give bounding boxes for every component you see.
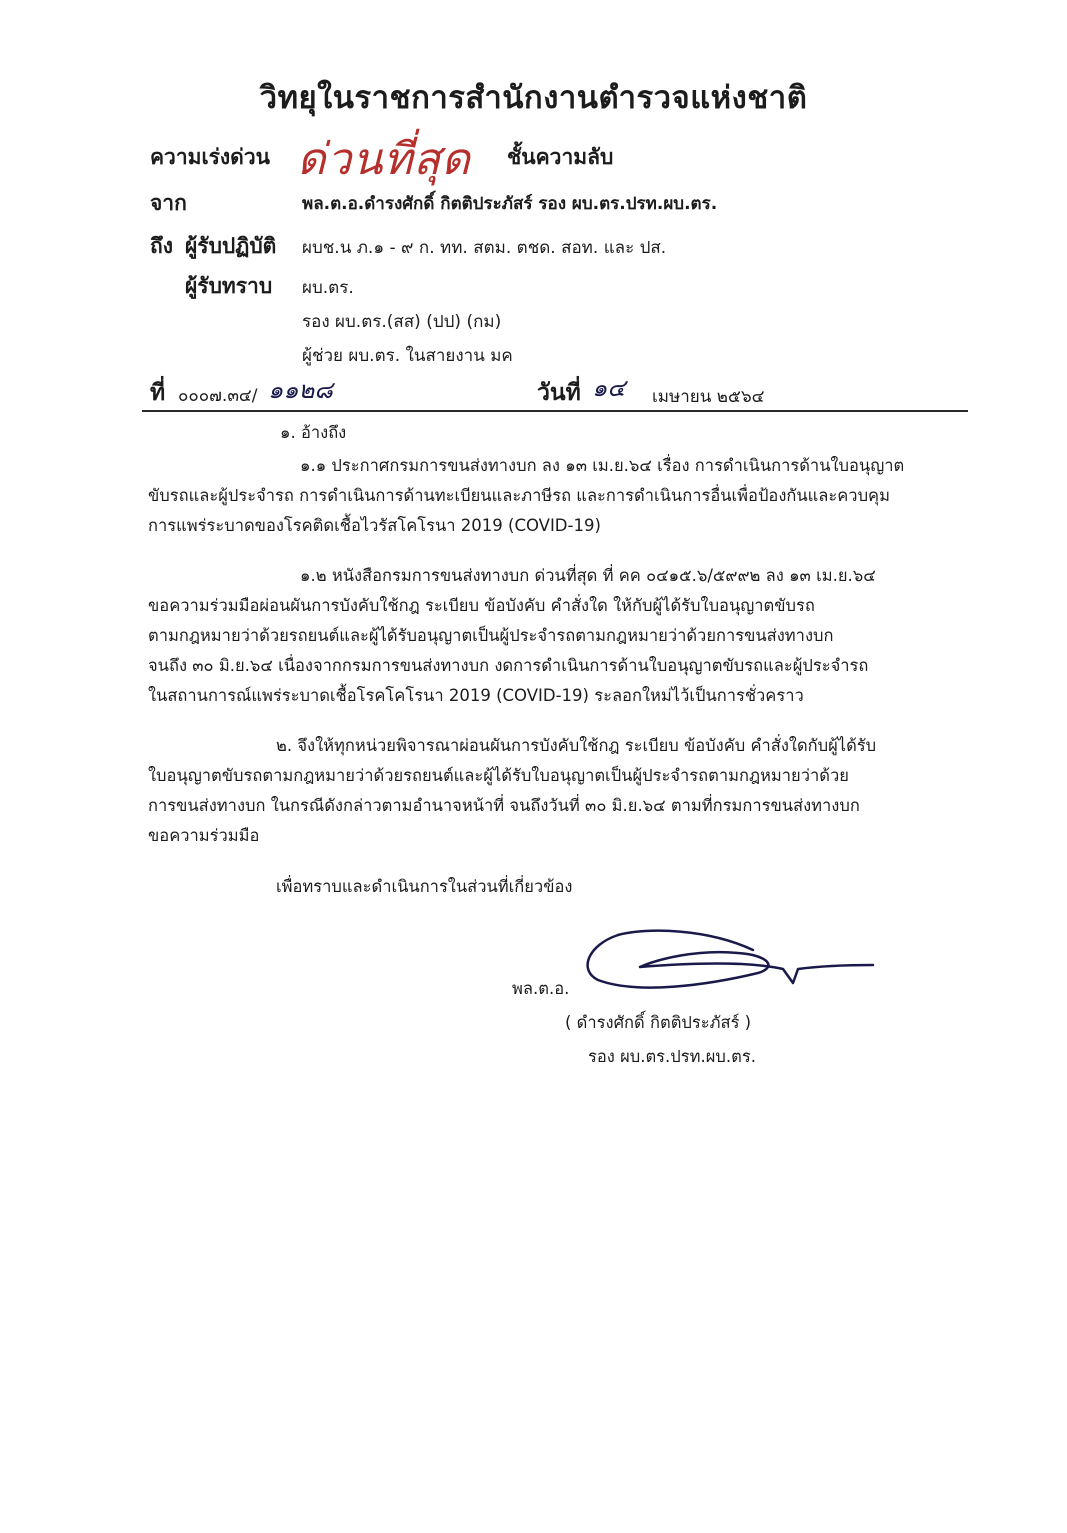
paragraph-line: ๑.๑ ประกาศกรมการขนส่งทางบก ลง ๑๓ เม.ย.๖๔ เรื่อง การดำเนินการด้านใบอนุญาต [300,456,905,475]
from-value: พล.ต.อ.ดำรงศักดิ์ กิตติประภัสร์ รอง ผบ.ตร.ปรท.ผบ.ตร. [302,194,718,214]
ref-handwritten: ๑๑๒๘ [268,376,333,404]
handwritten-signature [578,925,878,1005]
to-info-line: รอง ผบ.ตร.(สส) (ปป) (กม) [302,312,502,332]
document-title: วิทยุในราชการสำนักงานตำรวจแห่งชาติ [259,80,808,116]
to-action-label: ผู้รับปฏิบัติ [185,234,277,258]
urgency-label: ความเร่งด่วน [150,145,270,169]
paragraph-line: ขับรถและผู้ประจำรถ การดำเนินการด้านทะเบียนและภาษีรถ และการดำเนินการอื่นเพื่อป้องกันและควบคุม [148,486,890,505]
to-action-value: ผบช.น ภ.๑ - ๙ ก. ทท. สตม. ตชด. สอท. และ ปส. [302,238,667,258]
signer-position: รอง ผบ.ตร.ปรท.ผบ.ตร. [588,1047,756,1066]
date-day-handwritten: ๑๔ [592,374,626,402]
section-2 [148,731,968,851]
signer-name: ( ดำรงศักดิ์ กิตติประภัสร์ ) [565,1013,752,1032]
closing-line: เพื่อทราบและดำเนินการในส่วนที่เกี่ยวข้อง [276,877,573,896]
paragraph-line: การขนส่งทางบก ในกรณีดังกล่าวตามอำนาจหน้าที่ จนถึงวันที่ ๓๐ มิ.ย.๖๔ ตามที่กรมการขนส่งทางบก [148,796,860,815]
to-info-line: ผู้ช่วย ผบ.ตร. ในสายงาน มค [302,346,513,366]
to-info-line: ผบ.ตร. [302,278,354,298]
paragraph-line: ๑.๒ หนังสือกรมการขนส่งทางบก ด่วนที่สุด ที่ คค ๐๔๑๕.๖/๕๙๙๒ ลง ๑๓ เม.ย.๖๔ [300,566,876,585]
item-1-1 [148,451,968,541]
section-1-heading: ๑. อ้างถึง [280,423,347,442]
header-divider [142,410,968,412]
paragraph-line: ขอความร่วมมือ [148,826,260,845]
paragraph-line: ๒. จึงให้ทุกหน่วยพิจารณาผ่อนผันการบังคับใช้กฎ ระเบียบ ข้อบังคับ คำสั่งใดกับผู้ได้รับ [276,736,877,755]
ref-number: ๐๐๐๗.๓๔/ [178,386,258,406]
to-prefix: ถึง [150,234,173,258]
paragraph-line: การแพร่ระบาดของโรคติดเชื้อไวรัสโคโรนา 2019 (COVID-19) [148,516,601,535]
paragraph-line: ในสถานการณ์แพร่ระบาดเชื้อโรคโคโรนา 2019 (COVID-19) ระลอกใหม่ไว้เป็นการชั่วคราว [148,686,804,705]
urgency-stamp: ด่วนที่สุด [297,134,471,185]
date-month-year: เมษายน ๒๕๖๔ [652,387,765,407]
paragraph-line: จนถึง ๓๐ มิ.ย.๖๔ เนื่องจากกรมการขนส่งทางบก งดการดำเนินการด้านใบอนุญาตขับรถและผู้ประจำรถ [148,656,869,675]
date-label: วันที่ [537,380,581,406]
paragraph-line: ตามกฎหมายว่าด้วยรถยนต์และผู้ได้รับอนุญาตเป็นผู้ประจำรถตามกฎหมายว่าด้วยการขนส่งทางบก [148,626,834,645]
secrecy-label: ชั้นความลับ [507,145,614,169]
from-label: จาก [150,191,187,215]
paragraph-line: ใบอนุญาตขับรถตามกฎหมายว่าด้วยรถยนต์และผู้ได้รับใบอนุญาตเป็นผู้ประจำรถตามกฎหมายว่าด้วย [148,766,849,785]
ref-label: ที่ [150,380,166,406]
to-info-label: ผู้รับทราบ [185,274,273,298]
item-1-2 [148,561,968,711]
paragraph-line: ขอความร่วมมือผ่อนผันการบังคับใช้กฎ ระเบียบ ข้อบังคับ คำสั่งใด ให้กับผู้ได้รับใบอนุญาตขับรถ [148,596,815,615]
signer-rank: พล.ต.อ. [512,979,570,998]
